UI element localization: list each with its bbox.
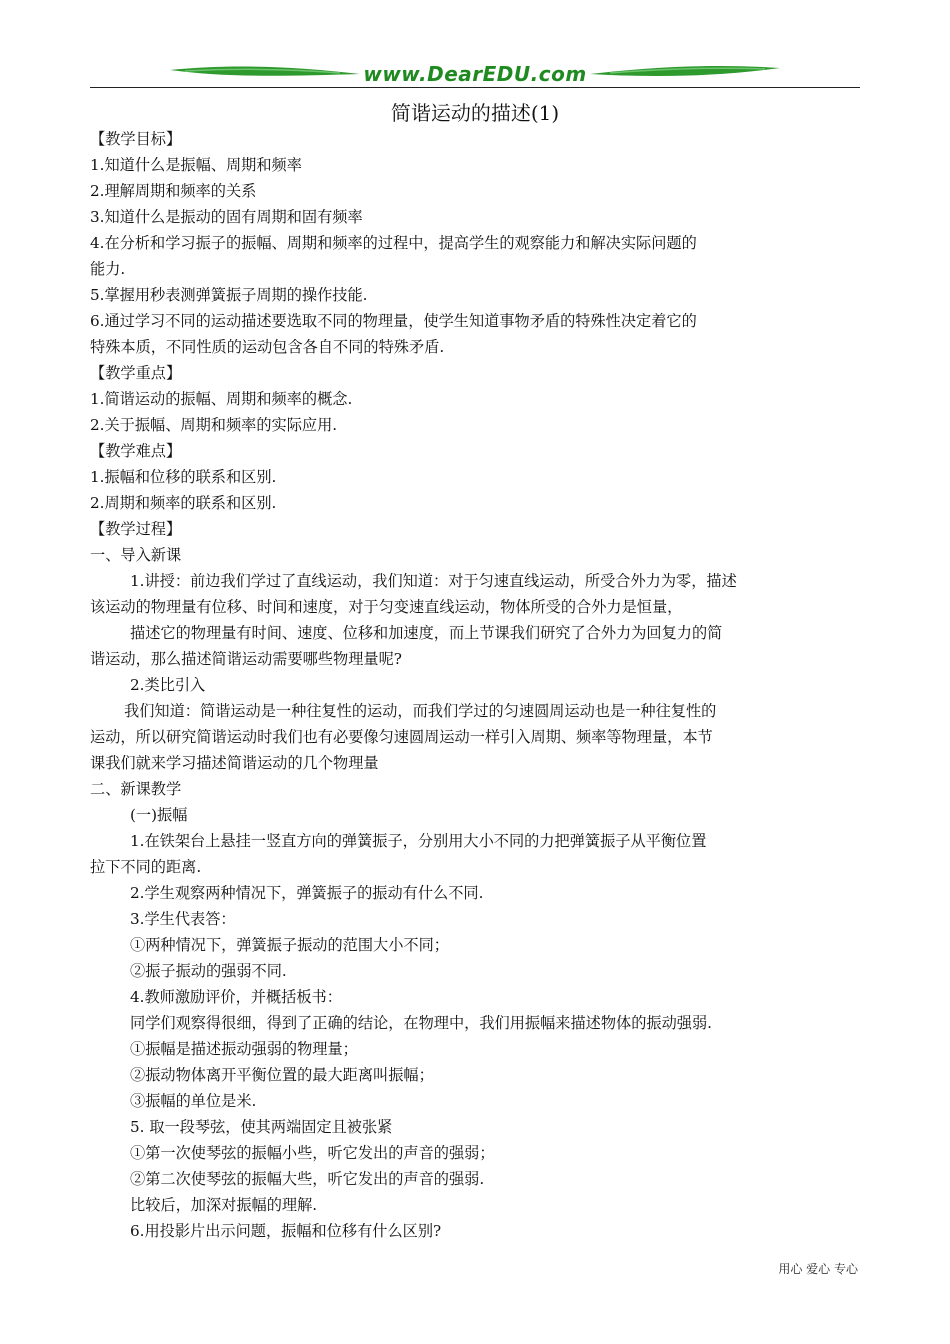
text-line: 比较后，加深对振幅的理解.	[130, 1196, 318, 1214]
text-line: 6.通过学习不同的运动描述要选取不同的物理量，使学生知道事物矛盾的特殊性决定着它的	[90, 312, 697, 330]
header-divider	[90, 87, 860, 88]
text-line: 课我们就来学习描述简谐运动的几个物理量	[90, 754, 379, 772]
text-line: ②振动物体离开平衡位置的最大距离叫振幅；	[130, 1066, 434, 1084]
text-line: 特殊本质，不同性质的运动包含各自不同的特殊矛盾.	[90, 338, 445, 356]
text-line: 拉下不同的距离.	[90, 858, 202, 876]
text-line: 一、导入新课	[90, 546, 182, 564]
text-line: 1.振幅和位移的联系和区别.	[90, 468, 277, 486]
text-line: ①第一次使琴弦的振幅小些，听它发出的声音的强弱；	[130, 1144, 495, 1162]
text-line: 谐运动，那么描述简谐运动需要哪些物理量呢?	[90, 650, 402, 668]
text-line: ③振幅的单位是米.	[130, 1092, 257, 1110]
page-title: 简谐运动的描述(1)	[390, 101, 560, 125]
text-line: 4.教师激励评价，并概括板书：	[130, 988, 342, 1006]
document-body	[90, 126, 862, 1244]
footer-motto: 用心 爱心 专心	[778, 1262, 858, 1276]
text-line: 运动，所以研究简谐运动时我们也有必要像匀速圆周运动一样引入周期、频率等物理量，本节	[90, 728, 713, 746]
text-line: ①两种情况下，弹簧振子振动的范围大小不同；	[130, 936, 449, 954]
text-line: 3.知道什么是振动的固有周期和固有频率	[90, 208, 363, 226]
text-line: 同学们观察得很细，得到了正确的结论，在物理中，我们用振幅来描述物体的振动强弱.	[130, 1014, 712, 1032]
text-line: (一)振幅	[130, 806, 188, 824]
text-line: 1.讲授：前边我们学过了直线运动，我们知道：对于匀速直线运动，所受合外力为零，描述	[130, 572, 737, 590]
text-line: 2.类比引入	[130, 676, 206, 694]
text-line: 5. 取一段琴弦，使其两端固定且被张紧	[130, 1118, 393, 1136]
text-line: 4.在分析和学习振子的振幅、周期和频率的过程中，提高学生的观察能力和解决实际问题的	[90, 234, 697, 252]
text-line: 5.掌握用秒表测弹簧振子周期的操作技能.	[90, 286, 368, 304]
text-line: 1.简谐运动的振幅、周期和频率的概念.	[90, 390, 353, 408]
text-line: 【教学过程】	[90, 520, 182, 538]
text-line: 2.学生观察两种情况下，弹簧振子的振动有什么不同.	[130, 884, 484, 902]
text-line: 1.在铁架台上悬挂一竖直方向的弹簧振子，分别用大小不同的力把弹簧振子从平衡位置	[130, 832, 707, 850]
text-line: 【教学目标】	[90, 130, 182, 148]
site-logo-text: www.DearEDU.com	[363, 62, 587, 86]
text-line: 二、新课教学	[90, 780, 182, 798]
text-line: 描述它的物理量有时间、速度、位移和加速度，而上节课我们研究了合外力为回复力的简	[130, 624, 723, 642]
text-line: ①振幅是描述振动强弱的物理量；	[130, 1040, 358, 1058]
text-line: ②第二次使琴弦的振幅大些，听它发出的声音的强弱.	[130, 1170, 485, 1188]
text-line: 我们知道：简谐运动是一种往复性的运动，而我们学过的匀速圆周运动也是一种往复性的	[124, 702, 717, 720]
text-line: 该运动的物理量有位移、时间和速度，对于匀变速直线运动，物体所受的合外力是恒量，	[90, 598, 683, 616]
text-line: 1.知道什么是振幅、周期和频率	[90, 156, 302, 174]
site-header-banner	[90, 58, 860, 90]
text-line: 2.关于振幅、周期和频率的实际应用.	[90, 416, 338, 434]
text-line: 2.理解周期和频率的关系	[90, 182, 257, 200]
text-line: 6.用投影片出示问题，振幅和位移有什么区别?	[130, 1222, 442, 1240]
text-line: 3.学生代表答：	[130, 910, 236, 928]
text-line: 【教学难点】	[90, 442, 182, 460]
text-line: 2.周期和频率的联系和区别.	[90, 494, 277, 512]
text-line: 【教学重点】	[90, 364, 182, 382]
text-line: 能力.	[90, 260, 126, 278]
text-line: ②振子振动的强弱不同.	[130, 962, 287, 980]
